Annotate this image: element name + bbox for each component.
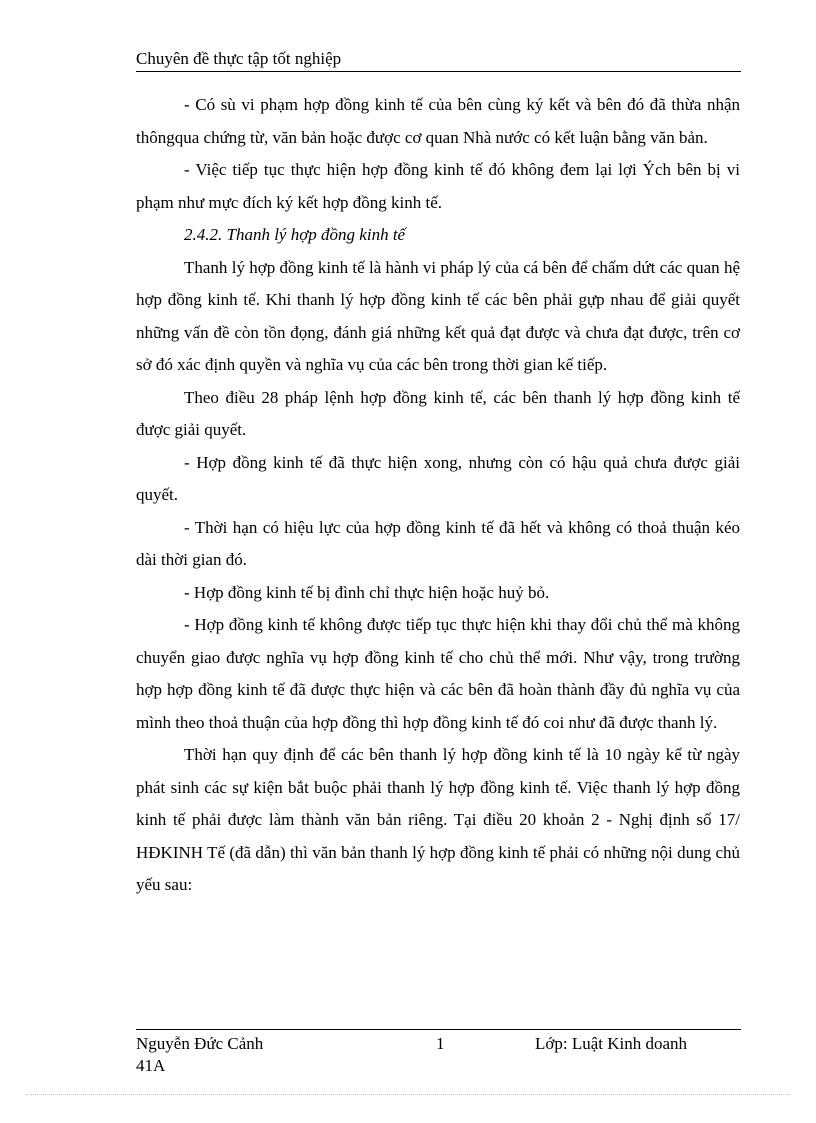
- section-heading: 2.4.2. Thanh lý hợp đồng kinh tế: [184, 225, 406, 244]
- paragraph-article-28: Theo điều 28 pháp lệnh hợp đồng kinh tế, các bên thanh lý hợp đồng kinh tế được giải quyết.: [136, 387, 740, 439]
- paragraph-liquidation-definition: Thanh lý hợp đồng kinh tế là hành vi pháp lý của cá bên để chấm dứt các quan hệ hợp đồng kinh tế. Khi thanh lý hợp đồng kinh tế các bên phải gựp nhau để giải quyết những vấn đề còn tồn đọng, đánh giá những kết quả đạt được và chưa đạt được, trên cơ sở đó xác định quyền và nghĩa vụ của các bên trong thời gian kế tiếp.: [136, 257, 740, 374]
- footer-author: [136, 1033, 263, 1077]
- page-bottom-dotted-border: [26, 1094, 790, 1095]
- footer-class-label: Lớp: Luật Kinh doanh: [535, 1034, 688, 1053]
- paragraph-violation-bullet: - Có sù vi phạm hợp đồng kinh tế của bên cùng ký kết và bên đó đã thừa nhận thôngqua chứng từ, văn bản hoặc được cơ quan Nhà nước có kết luận bằng văn bản.: [136, 95, 740, 147]
- paragraph-time-limit: Thời hạn quy định để các bên thanh lý hợp đồng kinh tế là 10 ngày kể từ ngày phát sinh các sự kiện bắt buộc phải thanh lý hợp đồng kinh tế. Việc thanh lý hợp đồng kinh tế phải được làm thành văn bản riêng. Tại điều 20 khoản 2 - Nghị định số 17/ HĐKINH Tế (đã dẫn) thì văn bản thanh lý hợp đồng kinh tế phải có những nội dung chủ yếu sau:: [136, 745, 740, 894]
- paragraph-case-party-change: - Hợp đồng kinh tế không được tiếp tục thực hiện khi thay đổi chủ thể mà không chuyển giao được nghĩa vụ hợp đồng kinh tế cho chủ thể mới. Như vậy, trong trường hợp hợp đồng kinh tế đã được thực hiện và các bên đã hoàn thành đầy đủ nghĩa vụ của mình theo thoả thuận của hợp đồng thì hợp đồng kinh tế đó coi như đã được thanh lý.: [136, 615, 740, 732]
- page-header-title: Chuyên đề thực tập tốt nghiệp: [136, 49, 342, 68]
- footer-author-class-code: 41A: [136, 1056, 166, 1075]
- paragraph-no-benefit-bullet: - Việc tiếp tục thực hiện hợp đồng kinh tế đó không đem lại lợi Ých bên bị vi phạm như mực đích ký kết hợp đồng kinh tế.: [136, 160, 740, 212]
- page-number: 1: [436, 1034, 445, 1053]
- document-body: [136, 89, 740, 902]
- header-divider: [136, 71, 741, 72]
- paragraph-case-completed: - Hợp đồng kinh tế đã thực hiện xong, nhưng còn có hậu quả chưa được giải quyết.: [136, 452, 740, 504]
- footer-divider: [136, 1029, 741, 1030]
- footer-author-name: Nguyễn Đức Cảnh: [136, 1034, 264, 1053]
- paragraph-case-suspended: - Hợp đồng kinh tế bị đình chỉ thực hiện hoặc huỷ bỏ.: [184, 582, 550, 602]
- paragraph-case-expired: - Thời hạn có hiệu lực của hợp đồng kinh tế đã hết và không có thoả thuận kéo dài thời gian đó.: [136, 517, 740, 569]
